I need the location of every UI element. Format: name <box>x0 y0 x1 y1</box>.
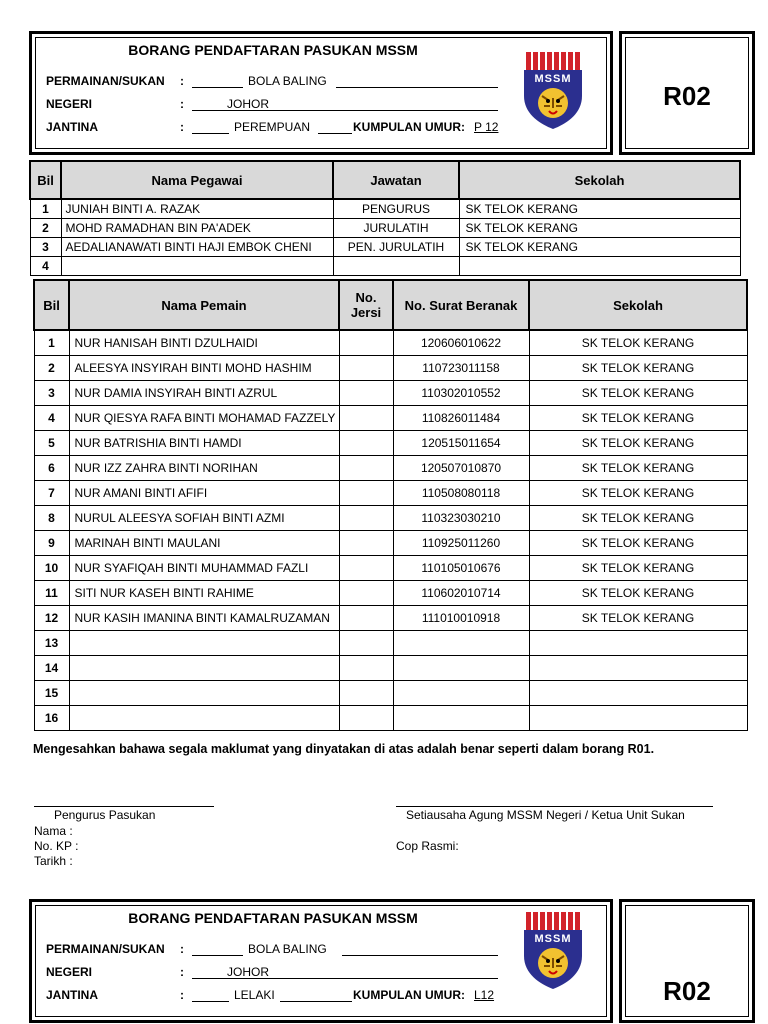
table-row <box>34 705 747 730</box>
underline <box>192 133 229 134</box>
cell-no-jersi <box>339 580 393 605</box>
table-row <box>34 555 747 580</box>
cell-no-jersi <box>339 705 393 730</box>
players-header-row <box>34 280 747 330</box>
logo-stripes <box>526 912 580 932</box>
cell-sekolah: SK TELOK KERANG <box>529 480 747 505</box>
cell-no-jersi <box>339 330 393 355</box>
players-table <box>33 279 748 731</box>
cell-nama: NUR QIESYA RAFA BINTI MOHAMAD FAZZELY <box>69 405 339 430</box>
tiger-icon <box>538 88 568 118</box>
cell-nama: NUR SYAFIQAH BINTI MUHAMMAD FAZLI <box>69 555 339 580</box>
signature-cop-rasmi: Cop Rasmi: <box>396 839 459 853</box>
cell-bil: 7 <box>34 480 69 505</box>
colon: : <box>180 988 184 1002</box>
table-row <box>34 330 747 355</box>
cell-sekolah <box>529 630 747 655</box>
colon: : <box>180 97 184 111</box>
negeri-label: NEGERI <box>46 97 93 111</box>
cell-bil: 1 <box>30 199 61 218</box>
cell-no-surat-beranak: 110826011484 <box>393 405 529 430</box>
cell-no-jersi <box>339 455 393 480</box>
form-title: BORANG PENDAFTARAN PASUKAN MSSM <box>128 910 418 926</box>
cell-no-jersi <box>339 530 393 555</box>
negeri-value: JOHOR <box>227 97 269 111</box>
cell-no-jersi <box>339 680 393 705</box>
cell-nama: NUR KASIH IMANINA BINTI KAMALRUZAMAN <box>69 605 339 630</box>
cell-no-jersi <box>339 655 393 680</box>
table-row <box>34 405 747 430</box>
signature-tarikh: Tarikh : <box>34 854 73 868</box>
col-header-bil: Bil <box>30 161 61 199</box>
cell-sekolah: SK TELOK KERANG <box>529 430 747 455</box>
signature-nokp: No. KP : <box>34 839 79 853</box>
cell-sekolah <box>529 705 747 730</box>
cell-no-surat-beranak <box>393 680 529 705</box>
table-row <box>34 505 747 530</box>
cell-nama: NURUL ALEESYA SOFIAH BINTI AZMI <box>69 505 339 530</box>
cell-no-jersi <box>339 630 393 655</box>
underline <box>192 1001 229 1002</box>
cell-sekolah: SK TELOK KERANG <box>529 580 747 605</box>
jantina-label: JANTINA <box>46 120 99 134</box>
cell-no-surat-beranak: 111010010918 <box>393 605 529 630</box>
cell-no-jersi <box>339 380 393 405</box>
mssm-logo <box>522 910 584 990</box>
cell-sekolah <box>529 655 747 680</box>
cell-nama: NUR HANISAH BINTI DZULHAIDI <box>69 330 339 355</box>
cell-no-surat-beranak: 110723011158 <box>393 355 529 380</box>
underline <box>342 955 498 956</box>
underline <box>280 1001 352 1002</box>
cell-no-jersi <box>339 480 393 505</box>
form-code-box-bottom <box>619 899 755 1023</box>
cell-nama <box>69 705 339 730</box>
cell-no-surat-beranak: 120507010870 <box>393 455 529 480</box>
cell-nama <box>61 256 333 275</box>
negeri-label: NEGERI <box>46 965 93 979</box>
cell-no-jersi <box>339 555 393 580</box>
cell-bil: 2 <box>30 218 61 237</box>
table-row <box>34 530 747 555</box>
cell-bil: 13 <box>34 630 69 655</box>
cell-bil: 8 <box>34 505 69 530</box>
mssm-logo <box>522 50 584 130</box>
cell-no-surat-beranak: 110602010714 <box>393 580 529 605</box>
cell-nama <box>69 680 339 705</box>
kumpulan-value: L12 <box>474 988 495 1002</box>
cell-bil: 4 <box>34 405 69 430</box>
permainan-value: BOLA BALING <box>248 74 327 88</box>
cell-nama: AEDALIANAWATI BINTI HAJI EMBOK CHENI <box>61 237 333 256</box>
form-header-top <box>29 31 613 155</box>
table-row <box>30 199 740 218</box>
cell-bil: 14 <box>34 655 69 680</box>
cell-sekolah: SK TELOK KERANG <box>529 555 747 580</box>
underline <box>336 87 498 88</box>
cell-sekolah: SK TELOK KERANG <box>459 218 740 237</box>
colon: : <box>180 942 184 956</box>
table-row <box>34 455 747 480</box>
logo-stripes <box>526 52 580 72</box>
cell-nama: JUNIAH BINTI A. RAZAK <box>61 199 333 218</box>
kumpulan-label: KUMPULAN UMUR: <box>353 988 465 1002</box>
underline <box>192 87 243 88</box>
table-row <box>34 355 747 380</box>
cell-no-jersi <box>339 605 393 630</box>
logo-text: MSSM <box>534 73 572 85</box>
signature-line-left <box>34 806 214 807</box>
table-row <box>34 480 747 505</box>
cell-no-surat-beranak: 110302010552 <box>393 380 529 405</box>
table-row <box>34 655 747 680</box>
cell-bil: 11 <box>34 580 69 605</box>
jantina-value: LELAKI <box>234 988 275 1002</box>
cell-nama: SITI NUR KASEH BINTI RAHIME <box>69 580 339 605</box>
table-row <box>34 380 747 405</box>
signature-nama: Nama : <box>34 824 73 838</box>
form-code-box-top <box>619 31 755 155</box>
col-header-nama-pegawai: Nama Pegawai <box>61 161 333 199</box>
jantina-label: JANTINA <box>46 988 99 1002</box>
cell-no-surat-beranak: 120606010622 <box>393 330 529 355</box>
kumpulan-label: KUMPULAN UMUR: <box>353 120 465 134</box>
form-header-bottom <box>29 899 613 1023</box>
cell-bil: 3 <box>34 380 69 405</box>
cell-bil: 1 <box>34 330 69 355</box>
confirmation-statement: Mengesahkan bahawa segala maklumat yang dinyatakan di atas adalah benar seperti dalam borang R01. <box>33 742 655 756</box>
cell-no-jersi <box>339 430 393 455</box>
form-code: R02 <box>663 976 711 1006</box>
col-header-sekolah: Sekolah <box>459 161 740 199</box>
cell-bil: 12 <box>34 605 69 630</box>
cell-jawatan: PEN. JURULATIH <box>333 237 459 256</box>
colon: : <box>180 120 184 134</box>
form-title: BORANG PENDAFTARAN PASUKAN MSSM <box>128 42 418 58</box>
cell-nama: NUR IZZ ZAHRA BINTI NORIHAN <box>69 455 339 480</box>
cell-sekolah: SK TELOK KERANG <box>529 605 747 630</box>
table-row <box>30 237 740 256</box>
col-header-nama-pemain: Nama Pemain <box>69 280 339 330</box>
cell-no-surat-beranak: 110323030210 <box>393 505 529 530</box>
cell-nama: NUR BATRISHIA BINTI HAMDI <box>69 430 339 455</box>
cell-nama: MOHD RAMADHAN BIN PA'ADEK <box>61 218 333 237</box>
cell-sekolah: SK TELOK KERANG <box>529 530 747 555</box>
cell-bil: 4 <box>30 256 61 275</box>
cell-no-jersi <box>339 355 393 380</box>
table-row <box>34 605 747 630</box>
cell-nama: NUR DAMIA INSYIRAH BINTI AZRUL <box>69 380 339 405</box>
col-header-jawatan: Jawatan <box>333 161 459 199</box>
cell-no-surat-beranak: 110508080118 <box>393 480 529 505</box>
cell-bil: 15 <box>34 680 69 705</box>
cell-nama: ALEESYA INSYIRAH BINTI MOHD HASHIM <box>69 355 339 380</box>
cell-sekolah <box>459 256 740 275</box>
colon: : <box>180 74 184 88</box>
cell-jawatan <box>333 256 459 275</box>
cell-sekolah: SK TELOK KERANG <box>529 355 747 380</box>
cell-sekolah <box>529 680 747 705</box>
kumpulan-value: P 12 <box>474 120 499 134</box>
col-header-no-jersi: No. Jersi <box>339 280 393 330</box>
cell-bil: 16 <box>34 705 69 730</box>
cell-no-surat-beranak: 110925011260 <box>393 530 529 555</box>
cell-sekolah: SK TELOK KERANG <box>459 237 740 256</box>
signature-title-right: Setiausaha Agung MSSM Negeri / Ketua Unit Sukan <box>406 808 685 822</box>
colon: : <box>180 965 184 979</box>
signature-title-left: Pengurus Pasukan <box>54 808 156 822</box>
players-body <box>34 330 747 730</box>
cell-nama <box>69 630 339 655</box>
permainan-value: BOLA BALING <box>248 942 327 956</box>
signature-line-right <box>396 806 713 807</box>
negeri-value: JOHOR <box>227 965 269 979</box>
cell-bil: 6 <box>34 455 69 480</box>
table-row <box>34 580 747 605</box>
table-row <box>34 630 747 655</box>
cell-sekolah: SK TELOK KERANG <box>529 455 747 480</box>
cell-bil: 2 <box>34 355 69 380</box>
underline <box>318 133 352 134</box>
cell-sekolah: SK TELOK KERANG <box>529 405 747 430</box>
col-header-bil: Bil <box>34 280 69 330</box>
cell-no-surat-beranak: 120515011654 <box>393 430 529 455</box>
cell-jawatan: PENGURUS <box>333 199 459 218</box>
cell-sekolah: SK TELOK KERANG <box>529 505 747 530</box>
cell-sekolah: SK TELOK KERANG <box>459 199 740 218</box>
cell-bil: 5 <box>34 430 69 455</box>
cell-sekolah: SK TELOK KERANG <box>529 330 747 355</box>
permainan-label: PERMAINAN/SUKAN <box>46 942 165 956</box>
tiger-icon <box>538 948 568 978</box>
permainan-label: PERMAINAN/SUKAN <box>46 74 165 88</box>
cell-bil: 9 <box>34 530 69 555</box>
cell-nama: NUR AMANI BINTI AFIFI <box>69 480 339 505</box>
jantina-value: PEREMPUAN <box>234 120 311 134</box>
cell-sekolah: SK TELOK KERANG <box>529 380 747 405</box>
logo-text: MSSM <box>534 933 572 945</box>
col-header-no-surat-beranak: No. Surat Beranak <box>393 280 529 330</box>
cell-no-jersi <box>339 505 393 530</box>
cell-nama: MARINAH BINTI MAULANI <box>69 530 339 555</box>
cell-no-surat-beranak <box>393 705 529 730</box>
cell-jawatan: JURULATIH <box>333 218 459 237</box>
table-row <box>34 680 747 705</box>
cell-bil: 3 <box>30 237 61 256</box>
cell-no-surat-beranak <box>393 655 529 680</box>
table-row <box>30 256 740 275</box>
underline <box>192 955 243 956</box>
table-row <box>34 430 747 455</box>
officials-header-row <box>30 161 740 199</box>
form-code: R02 <box>663 81 711 111</box>
cell-nama <box>69 655 339 680</box>
officials-table <box>29 160 741 276</box>
cell-no-jersi <box>339 405 393 430</box>
col-header-sekolah: Sekolah <box>529 280 747 330</box>
table-row <box>30 218 740 237</box>
cell-bil: 10 <box>34 555 69 580</box>
cell-no-surat-beranak: 110105010676 <box>393 555 529 580</box>
cell-no-surat-beranak <box>393 630 529 655</box>
